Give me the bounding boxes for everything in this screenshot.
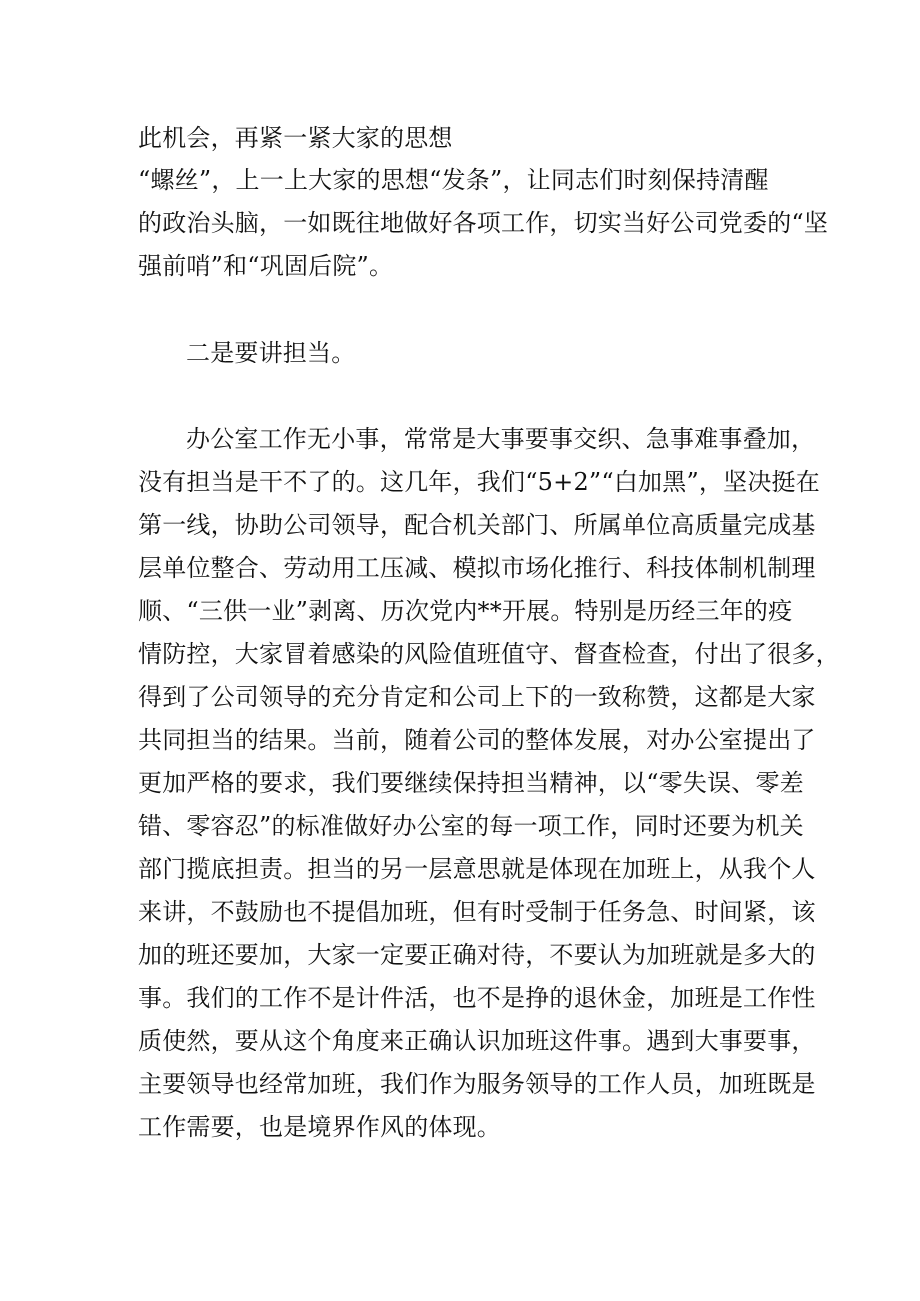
text-line: 错、零容忍”的标准做好办公室的每一项工作，同时还要为机关 xyxy=(138,812,804,840)
text-line: 部门揽底担责。担当的另一层意思就是体现在加班上，从我个人 xyxy=(138,855,816,883)
text-line: 更加严格的要求，我们要继续保持担当精神，以“零失误、零差 xyxy=(138,769,804,797)
text-line: 共同担当的结果。当前，随着公司的整体发展，对办公室提出了 xyxy=(138,726,816,754)
text-line: 工作需要，也是境界作风的体现。 xyxy=(138,1113,501,1141)
text-line: 来讲，不鼓励也不提倡加班，但有时受制于任务急、时间紧，该 xyxy=(138,898,816,926)
text-line: 顺、“三供一业”剥离、历次党内**开展。特别是历经三年的疫 xyxy=(138,597,793,625)
text-line: 质使然，要从这个角度来正确认识加班这件事。遇到大事要事， xyxy=(138,1027,816,1055)
section-heading: 二是要讲担当。 xyxy=(186,339,356,367)
paragraph-first-line: 办公室工作无小事，常常是大事要事交织、急事难事叠加， xyxy=(186,425,816,453)
text-line: 情防控，大家冒着感染的风险值班值守、督查检查，付出了很多， xyxy=(138,640,840,668)
text-line: 强前哨”和“巩固后院”。 xyxy=(138,252,394,280)
text-line: 事。我们的工作不是计件活，也不是挣的退休金，加班是工作性 xyxy=(138,984,816,1012)
text-line: 主要领导也经常加班，我们作为服务领导的工作人员，加班既是 xyxy=(138,1070,816,1098)
text-line: “螺丝”，上一上大家的思想“发条”，让同志们时刻保持清醒 xyxy=(138,166,769,194)
text-line: 得到了公司领导的充分肯定和公司上下的一致称赞，这都是大家 xyxy=(138,683,816,711)
text-line: 第一线，协助公司领导，配合机关部门、所属单位高质量完成基 xyxy=(138,511,816,539)
text-line: 加的班还要加，大家一定要正确对待，不要认为加班就是多大的 xyxy=(138,941,816,969)
text-line: 此机会，再紧一紧大家的思想 xyxy=(138,124,453,152)
text-line: 的政治头脑，一如既往地做好各项工作，切实当好公司党委的“坚 xyxy=(138,209,829,237)
text-line: 没有担当是干不了的。这几年，我们“5+2”“白加黑”，坚决挺在 xyxy=(138,468,820,496)
text-line: 层单位整合、劳动用工压减、模拟市场化推行、科技体制机制理 xyxy=(138,554,816,582)
